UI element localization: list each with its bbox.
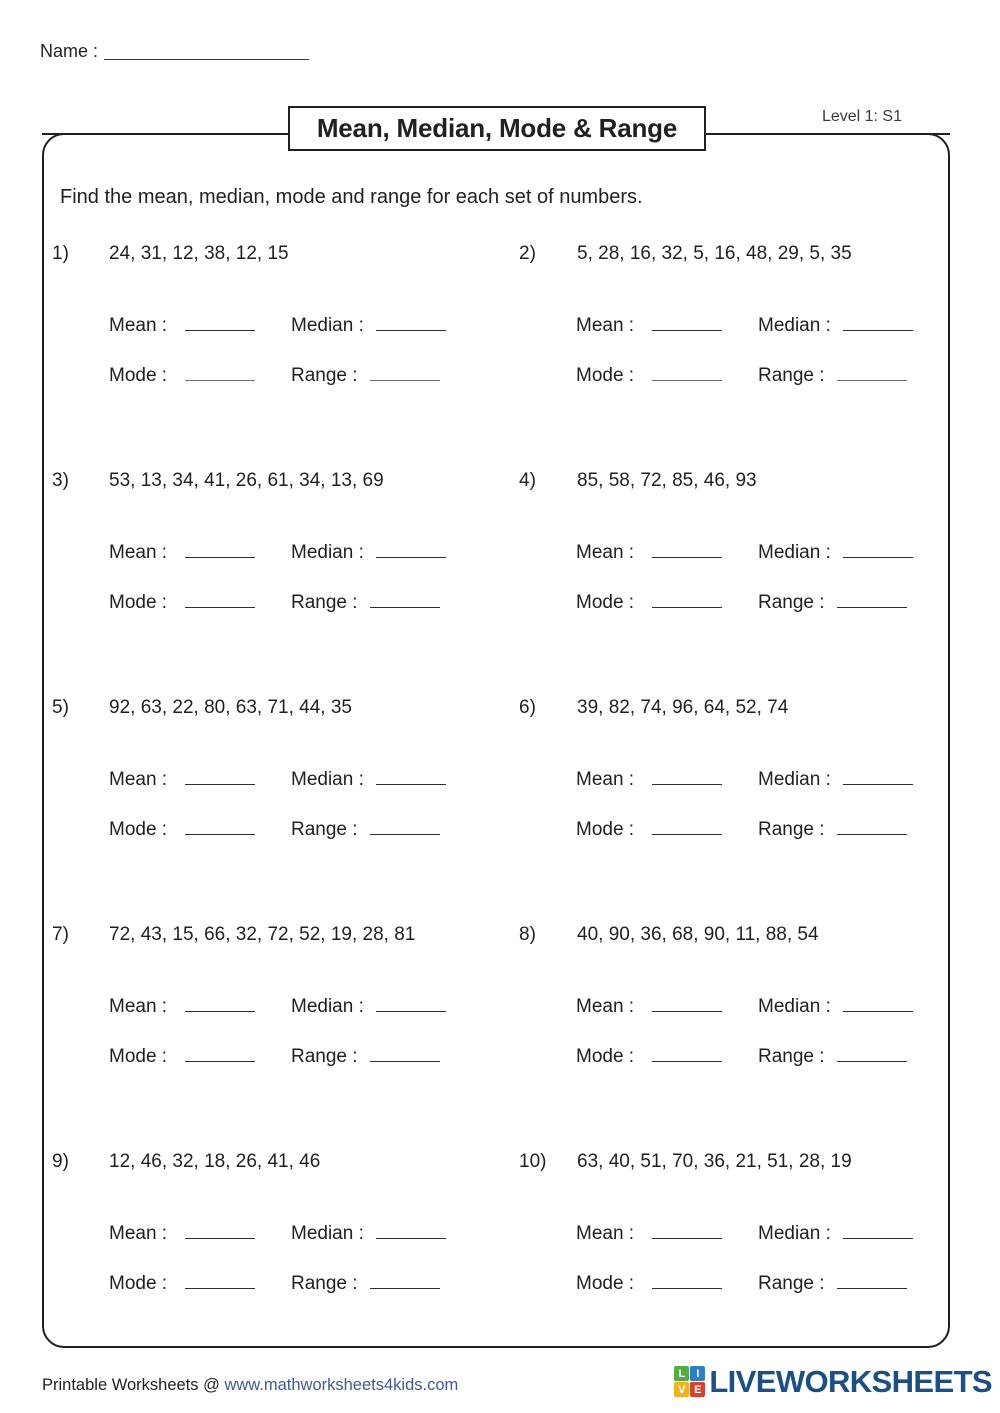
problem-header: [519, 470, 942, 492]
answer-line-bottom: [109, 592, 519, 642]
range-label: Range :: [758, 592, 825, 613]
median-field: [291, 769, 471, 791]
problem-numbers: 12, 46, 32, 18, 26, 41, 46: [109, 1151, 321, 1172]
mean-blank[interactable]: [185, 1223, 255, 1239]
answer-line-top: [576, 315, 942, 365]
page-title: Mean, Median, Mode & Range: [316, 113, 678, 143]
problem-2: [519, 243, 942, 470]
problem-7: [52, 924, 519, 1151]
mode-label: Mode :: [576, 365, 635, 386]
mode-blank[interactable]: [185, 819, 255, 835]
mode-field: [576, 592, 758, 614]
median-blank[interactable]: [843, 315, 913, 331]
problem-number: 7): [52, 924, 69, 945]
mode-blank[interactable]: [652, 592, 722, 608]
mode-label: Mode :: [576, 1046, 635, 1067]
mode-blank[interactable]: [652, 1273, 722, 1289]
answer-block: [576, 542, 942, 642]
logo-wordmark: LIVEWORKSHEETS: [709, 1364, 992, 1399]
median-label: Median :: [291, 996, 364, 1017]
answer-line-top: [109, 996, 519, 1046]
name-label: Name :: [40, 41, 99, 61]
median-field: [758, 1223, 938, 1245]
mean-blank[interactable]: [652, 996, 722, 1012]
range-field: [758, 819, 938, 841]
median-field: [291, 315, 471, 337]
mode-blank[interactable]: [185, 1046, 255, 1062]
mode-label: Mode :: [576, 819, 635, 840]
answer-block: [576, 996, 942, 1096]
footer-url[interactable]: www.mathworksheets4kids.com: [224, 1376, 459, 1394]
median-label: Median :: [291, 769, 364, 790]
mode-field: [576, 819, 758, 841]
range-blank[interactable]: [837, 592, 907, 608]
answer-line-top: [576, 1223, 942, 1273]
name-row: [40, 42, 309, 60]
mean-label: Mean :: [109, 542, 168, 563]
mean-field: [109, 542, 291, 564]
range-blank[interactable]: [837, 1273, 907, 1289]
median-blank[interactable]: [843, 996, 913, 1012]
median-field: [758, 769, 938, 791]
answer-line-top: [576, 542, 942, 592]
answer-line-top: [109, 315, 519, 365]
range-field: [758, 365, 938, 387]
problem-numbers: 63, 40, 51, 70, 36, 21, 51, 28, 19: [577, 1151, 852, 1172]
range-label: Range :: [291, 592, 358, 613]
range-blank[interactable]: [370, 1273, 440, 1289]
footer-prefix: Printable Worksheets @: [42, 1376, 225, 1394]
mean-field: [576, 542, 758, 564]
problem-row: [52, 697, 942, 924]
mode-field: [109, 592, 291, 614]
mean-blank[interactable]: [652, 542, 722, 558]
mean-label: Mean :: [109, 1223, 168, 1244]
answer-line-top: [109, 542, 519, 592]
answer-block: [109, 1223, 519, 1323]
answer-block: [109, 996, 519, 1096]
answer-line-bottom: [576, 592, 942, 642]
mode-blank[interactable]: [652, 1046, 722, 1062]
median-label: Median :: [758, 1223, 831, 1244]
range-blank[interactable]: [370, 365, 440, 381]
mean-blank[interactable]: [652, 769, 722, 785]
mean-blank[interactable]: [185, 769, 255, 785]
mean-field: [109, 996, 291, 1018]
mean-blank[interactable]: [652, 315, 722, 331]
problem-header: [52, 697, 519, 719]
answer-line-bottom: [109, 1046, 519, 1096]
instruction-text: Find the mean, median, mode and range for each set of numbers.: [60, 186, 643, 208]
problem-number: 9): [52, 1151, 69, 1172]
answer-line-bottom: [109, 819, 519, 869]
range-field: [291, 365, 471, 387]
median-label: Median :: [291, 1223, 364, 1244]
answer-line-bottom: [109, 1273, 519, 1323]
range-label: Range :: [758, 1046, 825, 1067]
answer-block: [109, 769, 519, 869]
problems-grid: [52, 243, 942, 1378]
mean-label: Mean :: [576, 996, 635, 1017]
problem-numbers: 24, 31, 12, 38, 12, 15: [109, 243, 289, 264]
median-label: Median :: [758, 769, 831, 790]
level-badge: Level 1: S1: [816, 108, 908, 126]
problem-row: [52, 1151, 942, 1378]
median-blank[interactable]: [376, 542, 446, 558]
mode-field: [109, 819, 291, 841]
mean-label: Mean :: [576, 769, 635, 790]
range-field: [291, 592, 471, 614]
range-blank[interactable]: [837, 365, 907, 381]
mean-field: [576, 996, 758, 1018]
problem-6: [519, 697, 942, 924]
mean-field: [109, 1223, 291, 1245]
problem-10: [519, 1151, 942, 1378]
answer-line-bottom: [576, 1273, 942, 1323]
range-label: Range :: [758, 1273, 825, 1294]
median-field: [758, 315, 938, 337]
median-label: Median :: [291, 315, 364, 336]
median-label: Median :: [758, 996, 831, 1017]
range-field: [291, 1046, 471, 1068]
problem-header: [52, 470, 519, 492]
mean-label: Mean :: [576, 542, 635, 563]
median-label: Median :: [291, 542, 364, 563]
mode-blank[interactable]: [185, 1273, 255, 1289]
mode-field: [576, 1273, 758, 1295]
answer-line-top: [109, 769, 519, 819]
problem-numbers: 39, 82, 74, 96, 64, 52, 74: [577, 697, 789, 718]
answer-line-top: [109, 1223, 519, 1273]
problem-1: [52, 243, 519, 470]
range-field: [758, 592, 938, 614]
mean-label: Mean :: [576, 1223, 635, 1244]
mode-field: [109, 1046, 291, 1068]
mode-label: Mode :: [109, 592, 168, 613]
answer-line-bottom: [109, 365, 519, 415]
median-field: [758, 542, 938, 564]
mode-label: Mode :: [109, 1046, 168, 1067]
mean-blank[interactable]: [652, 1223, 722, 1239]
median-field: [291, 996, 471, 1018]
answer-block: [576, 1223, 942, 1323]
problem-number: 6): [519, 697, 536, 718]
mean-blank[interactable]: [185, 542, 255, 558]
median-label: Median :: [758, 542, 831, 563]
problem-header: [52, 1151, 519, 1173]
range-label: Range :: [291, 819, 358, 840]
mean-field: [109, 769, 291, 791]
problem-numbers: 85, 58, 72, 85, 46, 93: [577, 470, 757, 491]
problem-number: 4): [519, 470, 536, 491]
range-blank[interactable]: [837, 1046, 907, 1062]
live-tile-v: V: [674, 1382, 689, 1397]
range-blank[interactable]: [837, 819, 907, 835]
mean-field: [576, 1223, 758, 1245]
answer-block: [109, 315, 519, 415]
median-blank[interactable]: [843, 542, 913, 558]
name-input-blank[interactable]: [104, 42, 309, 60]
mean-field: [576, 769, 758, 791]
mode-label: Mode :: [109, 365, 168, 386]
mean-label: Mean :: [109, 996, 168, 1017]
range-blank[interactable]: [370, 1046, 440, 1062]
answer-block: [576, 315, 942, 415]
median-blank[interactable]: [376, 1223, 446, 1239]
liveworksheets-logo[interactable]: [674, 1366, 992, 1397]
problem-row: [52, 470, 942, 697]
answer-block: [576, 769, 942, 869]
problem-header: [519, 243, 942, 265]
problem-numbers: 5, 28, 16, 32, 5, 16, 48, 29, 5, 35: [577, 243, 852, 264]
median-field: [758, 996, 938, 1018]
median-field: [291, 542, 471, 564]
problem-number: 8): [519, 924, 536, 945]
mode-blank[interactable]: [185, 592, 255, 608]
median-blank[interactable]: [376, 315, 446, 331]
problem-header: [52, 924, 519, 946]
mode-label: Mode :: [576, 592, 635, 613]
range-label: Range :: [291, 1046, 358, 1067]
range-blank[interactable]: [370, 592, 440, 608]
range-field: [758, 1273, 938, 1295]
range-label: Range :: [758, 819, 825, 840]
problem-row: [52, 924, 942, 1151]
problem-3: [52, 470, 519, 697]
problem-9: [52, 1151, 519, 1378]
answer-line-top: [576, 769, 942, 819]
problem-number: 5): [52, 697, 69, 718]
range-label: Range :: [291, 1273, 358, 1294]
problem-number: 1): [52, 243, 69, 264]
title-bar: [42, 106, 950, 162]
mode-blank[interactable]: [185, 365, 255, 381]
median-blank[interactable]: [376, 769, 446, 785]
median-label: Median :: [758, 315, 831, 336]
mean-blank[interactable]: [185, 996, 255, 1012]
mode-blank[interactable]: [652, 819, 722, 835]
mean-label: Mean :: [576, 315, 635, 336]
problem-8: [519, 924, 942, 1151]
range-label: Range :: [758, 365, 825, 386]
mode-field: [576, 365, 758, 387]
range-label: Range :: [291, 365, 358, 386]
mean-field: [576, 315, 758, 337]
problem-header: [519, 1151, 942, 1173]
live-tiles-icon: [674, 1366, 705, 1397]
range-field: [291, 819, 471, 841]
median-blank[interactable]: [843, 1223, 913, 1239]
range-field: [291, 1273, 471, 1295]
title-box: [288, 106, 706, 151]
footer-credit: [42, 1376, 458, 1395]
problem-header: [519, 697, 942, 719]
problem-numbers: 40, 90, 36, 68, 90, 11, 88, 54: [577, 924, 819, 945]
mode-field: [576, 1046, 758, 1068]
problem-number: 2): [519, 243, 536, 264]
problem-row: [52, 243, 942, 470]
range-field: [758, 1046, 938, 1068]
problem-4: [519, 470, 942, 697]
mode-blank[interactable]: [652, 365, 722, 381]
problem-numbers: 53, 13, 34, 41, 26, 61, 34, 13, 69: [109, 470, 384, 491]
live-tile-i: I: [690, 1366, 705, 1381]
median-blank[interactable]: [376, 996, 446, 1012]
problem-5: [52, 697, 519, 924]
answer-block: [109, 542, 519, 642]
problem-header: [519, 924, 942, 946]
answer-line-top: [576, 996, 942, 1046]
mean-label: Mean :: [109, 315, 168, 336]
live-tile-l: L: [674, 1366, 689, 1381]
median-blank[interactable]: [843, 769, 913, 785]
mode-label: Mode :: [109, 819, 168, 840]
mode-field: [109, 1273, 291, 1295]
problem-numbers: 92, 63, 22, 80, 63, 71, 44, 35: [109, 697, 352, 718]
mode-field: [109, 365, 291, 387]
problem-number: 3): [52, 470, 69, 491]
mean-blank[interactable]: [185, 315, 255, 331]
answer-line-bottom: [576, 819, 942, 869]
mode-label: Mode :: [109, 1273, 168, 1294]
range-blank[interactable]: [370, 819, 440, 835]
live-tile-e: E: [690, 1382, 705, 1397]
median-field: [291, 1223, 471, 1245]
answer-line-bottom: [576, 365, 942, 415]
answer-line-bottom: [576, 1046, 942, 1096]
problem-number: 10): [519, 1151, 547, 1172]
mean-label: Mean :: [109, 769, 168, 790]
mean-field: [109, 315, 291, 337]
problem-header: [52, 243, 519, 265]
problem-numbers: 72, 43, 15, 66, 32, 72, 52, 19, 28, 81: [109, 924, 416, 945]
mode-label: Mode :: [576, 1273, 635, 1294]
